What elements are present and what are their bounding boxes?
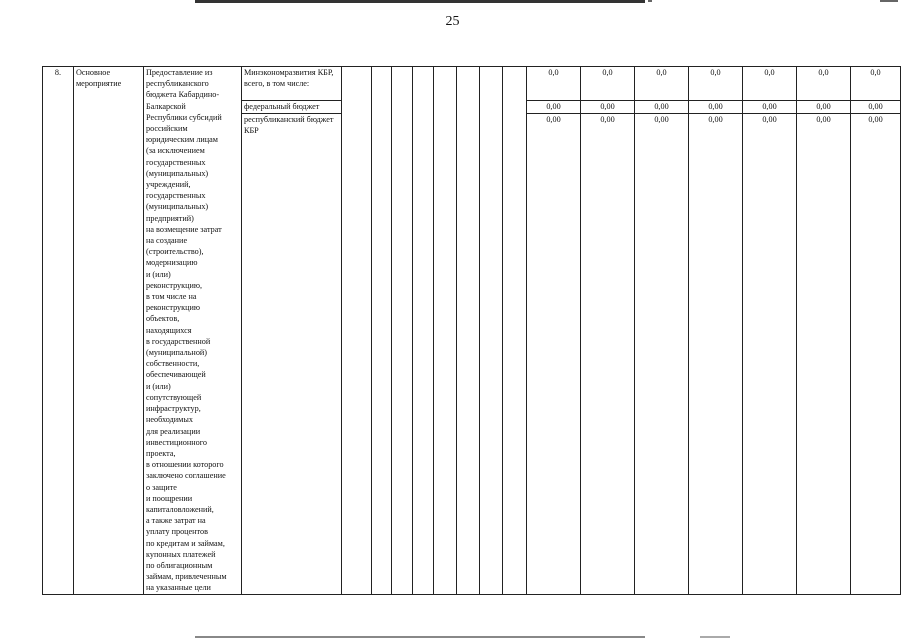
empty-cell	[434, 67, 457, 595]
value-cell: 0,00	[527, 113, 581, 594]
description-line: реконструкцию,	[146, 280, 203, 290]
value-cell: 0,0	[635, 67, 689, 101]
description-line: по облигационным	[146, 560, 213, 570]
description-line: Предоставление из	[146, 68, 213, 77]
value-cell: 0,00	[581, 113, 635, 594]
value-cell: 0,00	[581, 101, 635, 113]
description-line: предприятий)	[146, 213, 194, 223]
empty-cell	[480, 67, 503, 595]
description-line: бюджета Кабардино-	[146, 90, 220, 100]
description-line: объектов,	[146, 314, 180, 324]
top-edge-mark	[880, 0, 898, 2]
description-line: (муниципальной)	[146, 348, 208, 358]
description-line: государственных	[146, 191, 206, 201]
page-number: 25	[445, 14, 460, 29]
description-line: в отношении которого	[146, 460, 224, 470]
value-cell: 0,00	[635, 113, 689, 594]
value-cell: 0,00	[851, 101, 901, 113]
description-line: а также затрат на	[146, 516, 206, 526]
description-line: для реализации	[146, 426, 201, 436]
row-description	[144, 67, 242, 595]
value-cell: 0,00	[797, 101, 851, 113]
empty-cell	[457, 67, 480, 595]
row-index: 8.	[43, 67, 74, 595]
value-cell: 0,00	[689, 101, 743, 113]
description-line: учреждений,	[146, 180, 191, 190]
description-line: на возмещение затрат	[146, 224, 222, 234]
top-edge-mark	[648, 0, 652, 2]
description-line: и (или)	[146, 381, 171, 391]
value-cell: 0,00	[743, 101, 797, 113]
description-line: о защите	[146, 482, 177, 492]
source-label: федеральный бюджет	[242, 101, 342, 113]
bottom-edge-mark	[700, 636, 730, 638]
description-line: инвестиционного	[146, 437, 207, 447]
source-label: республиканский бюджет КБР	[242, 113, 342, 594]
value-cell: 0,0	[689, 67, 743, 101]
value-cell: 0,00	[635, 101, 689, 113]
value-cell: 0,0	[797, 67, 851, 101]
description-line: уплату процентов	[146, 527, 208, 537]
description-line: Республики субсидий	[146, 112, 222, 122]
description-line: обеспечивающей	[146, 370, 206, 380]
description-line: находящихся	[146, 325, 192, 335]
empty-cell	[503, 67, 527, 595]
description-line: модернизацию	[146, 258, 198, 268]
description-line: российским	[146, 124, 188, 134]
description-line: на указанные цели	[146, 583, 211, 593]
description-line: на создание	[146, 236, 188, 246]
value-cell: 0,00	[851, 113, 901, 594]
value-cell: 0,00	[743, 113, 797, 594]
program-table	[42, 66, 901, 595]
bottom-edge-line	[195, 636, 645, 638]
description-line: Балкарской	[146, 101, 186, 111]
description-line: юридическим лицам	[146, 135, 218, 145]
empty-cell	[342, 67, 372, 595]
description-line: (муниципальных)	[146, 202, 209, 212]
empty-cell	[413, 67, 434, 595]
value-cell: 0,0	[851, 67, 901, 101]
description-line: реконструкцию	[146, 303, 201, 313]
description-line: необходимых	[146, 415, 193, 425]
row-type: Основное мероприятие	[74, 67, 144, 595]
value-cell: 0,00	[797, 113, 851, 594]
description-lines	[146, 67, 239, 594]
value-cell: 0,00	[689, 113, 743, 594]
description-line: в том числе на	[146, 292, 197, 302]
description-line: собственности,	[146, 359, 200, 369]
value-cell: 0,0	[743, 67, 797, 101]
description-line: республиканского	[146, 79, 209, 89]
description-line: капиталовложений,	[146, 504, 214, 514]
value-cell: 0,00	[527, 101, 581, 113]
value-cell: 0,0	[581, 67, 635, 101]
description-line: по кредитам и займам,	[146, 538, 225, 548]
description-line: государственных	[146, 157, 206, 167]
description-line: в государственной	[146, 336, 211, 346]
description-line: (строительство),	[146, 247, 204, 257]
description-line: сопутствующей	[146, 392, 202, 402]
empty-cell	[372, 67, 392, 595]
description-line: и (или)	[146, 269, 171, 279]
description-line: купонных платежей	[146, 549, 216, 559]
description-line: проекта,	[146, 448, 176, 458]
empty-cell	[392, 67, 413, 595]
top-edge-line	[195, 0, 645, 3]
source-label: Минэкономразвития КБР, всего, в том числе:	[242, 67, 342, 101]
value-cell: 0,0	[527, 67, 581, 101]
description-line: займам, привлеченным	[146, 572, 227, 582]
description-line: заключено соглашение	[146, 471, 226, 481]
description-line: и поощрении	[146, 493, 193, 503]
table-row	[43, 67, 901, 101]
description-line: (муниципальных)	[146, 168, 209, 178]
description-line: инфраструктур,	[146, 404, 201, 414]
description-line: (за исключением	[146, 146, 205, 156]
